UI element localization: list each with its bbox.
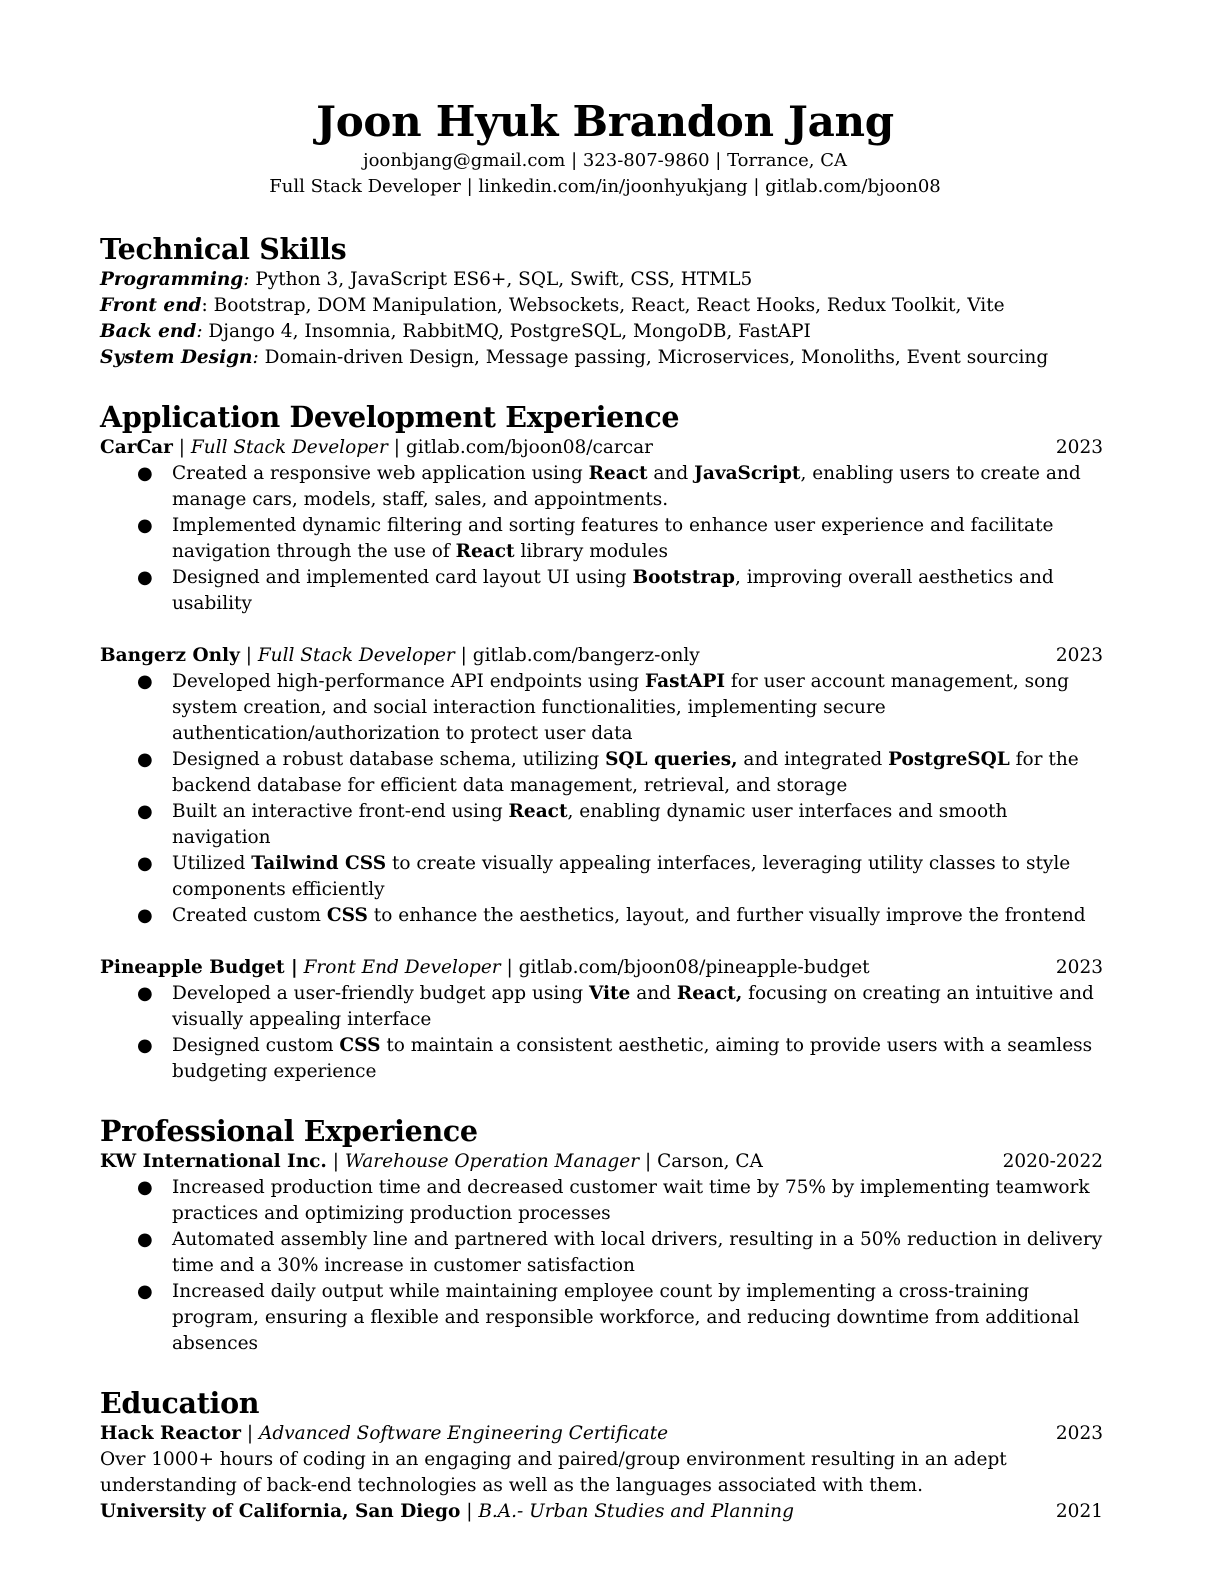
company-name: KW International Inc.: [100, 1151, 327, 1172]
project-name: Bangerz Only: [100, 645, 240, 666]
school-name: Hack Reactor: [100, 1423, 242, 1444]
program-name: B.A.- Urban Studies and Planning: [478, 1501, 794, 1522]
list-item: ● Implemented dynamic filtering and sorting features to enhance user experience and facilitate navigation through the use of React library modules: [137, 515, 1054, 562]
project-header: Pineapple Budget | Front End Developer | gitlab.com/bjoon08/pineapple-budget 2023: [100, 955, 1110, 981]
list-item: ● Designed and implemented card layout UI using Bootstrap, improving overall aesthetics and usability: [137, 567, 1054, 614]
list-item: ● Created custom CSS to enhance the aesthetics, layout, and further visually improve the frontend: [137, 905, 1086, 926]
list-item: ● Designed a robust database schema, utilizing SQL queries, and integrated PostgreSQL for the backend database for efficient data management, retrieval, and storage: [137, 749, 1079, 796]
program-name: Advanced Software Engineering Certificate: [259, 1423, 669, 1444]
job-location: Carson, CA: [657, 1151, 763, 1172]
project-name: Pineapple Budget |: [100, 957, 298, 978]
bullet-list: [100, 981, 1110, 1085]
skills-section: [100, 231, 1110, 371]
skill-row: System Design: Domain-driven Design, Message passing, Microservices, Monoliths, Event sourcing: [100, 347, 1049, 368]
list-item: ● Utilized Tailwind CSS to create visually appealing interfaces, leveraging utility classes to style components efficiently: [137, 853, 1071, 900]
list-item: ● Increased production time and decreased customer wait time by 75% by implementing teamwork practices and optimizing production processes: [137, 1177, 1090, 1224]
job-years: 2020-2022: [1002, 1151, 1103, 1172]
project-name: CarCar: [100, 437, 173, 458]
phone[interactable]: 323-807-9860: [582, 150, 710, 171]
gitlab-link[interactable]: gitlab.com/bjoon08: [765, 176, 941, 197]
section-heading: Technical Skills: [100, 232, 347, 266]
education-header: University of California, San Diego | B.A.- Urban Studies and Planning 2021: [100, 1499, 1110, 1525]
linkedin-link[interactable]: linkedin.com/in/joonhyukjang: [478, 176, 748, 197]
email[interactable]: joonbjang@gmail.com: [363, 150, 566, 171]
project-role: Front End Developer: [303, 957, 501, 978]
section-heading: Application Development Experience: [100, 400, 680, 434]
project-header: Bangerz Only | Full Stack Developer | gitlab.com/bangerz-only 2023: [100, 643, 1110, 669]
education-description: Over 1000+ hours of coding in an engaging and paired/group environment resulting in an adept understanding of back-end technologies as well as the languages associated with them.: [100, 1449, 1007, 1496]
contact-line-1: joonbjang@gmail.com | 323-807-9860 | Torrance, CA: [363, 150, 847, 171]
job-header: KW International Inc. | Warehouse Operation Manager | Carson, CA 2020-2022: [100, 1149, 1110, 1175]
project-role: Full Stack Developer: [257, 645, 455, 666]
list-item: ● Built an interactive front-end using React, enabling dynamic user interfaces and smooth navigation: [137, 801, 1008, 848]
bullet-list: [100, 669, 1110, 929]
list-item: ● Designed custom CSS to maintain a consistent aesthetic, aiming to provide users with a seamless budgeting experience: [137, 1035, 1093, 1082]
skill-row: Front end: Bootstrap, DOM Manipulation, Websockets, React, React Hooks, Redux Toolkit, Vite: [100, 295, 1005, 316]
list-item: ● Increased daily output while maintaining employee count by implementing a cross-training program, ensuring a flexible and responsible workforce, and reducing downtime from additional absences: [137, 1281, 1080, 1354]
project-header: CarCar | Full Stack Developer | gitlab.com/bjoon08/carcar 2023: [100, 435, 1110, 461]
project-year: 2023: [1055, 645, 1103, 666]
project-year: 2023: [1055, 437, 1103, 458]
education-year: 2023: [1055, 1423, 1103, 1444]
list-item: ● Created a responsive web application using React and JavaScript, enabling users to create and manage cars, models, staff, sales, and appointments.: [137, 463, 1081, 510]
section-heading: Professional Experience: [100, 1114, 478, 1148]
list-item: ● Automated assembly line and partnered with local drivers, resulting in a 50% reduction in delivery time and a 30% increase in customer satisfaction: [137, 1229, 1103, 1276]
list-item: ● Developed high-performance API endpoints using FastAPI for user account management, song system creation, and social interaction functionalities, implementing secure authentication/authorization to protect user data: [137, 671, 1070, 744]
school-name: University of California, San Diego: [100, 1501, 461, 1522]
resume-page: [100, 96, 1110, 1525]
list-item: ● Developed a user-friendly budget app using Vite and React, focusing on creating an intuitive and visually appealing interface: [137, 983, 1094, 1030]
project-link[interactable]: gitlab.com/bjoon08/carcar: [405, 437, 654, 458]
app-dev-section: [100, 399, 1110, 1085]
professional-section: [100, 1113, 1110, 1357]
location: Torrance, CA: [727, 150, 847, 171]
education-header: Hack Reactor | Advanced Software Engineering Certificate 2023: [100, 1421, 1110, 1447]
contact-line-2: Full Stack Developer | linkedin.com/in/joonhyukjang | gitlab.com/bjoon08: [269, 176, 941, 197]
bullet-list: [100, 1175, 1110, 1357]
job-role: Warehouse Operation Manager: [344, 1151, 640, 1172]
education-year: 2021: [1055, 1501, 1103, 1522]
project-link[interactable]: gitlab.com/bjoon08/pineapple-budget: [518, 957, 870, 978]
skill-row: Programming: Python 3, JavaScript ES6+, SQL, Swift, CSS, HTML5: [100, 269, 753, 290]
section-heading: Education: [100, 1386, 260, 1420]
job-title: Full Stack Developer: [269, 176, 461, 197]
project-year: 2023: [1055, 957, 1103, 978]
bullet-list: [100, 461, 1110, 617]
project-role: Full Stack Developer: [190, 437, 388, 458]
skill-row: Back end: Django 4, Insomnia, RabbitMQ, PostgreSQL, MongoDB, FastAPI: [100, 321, 811, 342]
education-section: [100, 1385, 1110, 1525]
candidate-name: Joon Hyuk Brandon Jang: [316, 97, 894, 146]
project-link[interactable]: gitlab.com/bangerz-only: [472, 645, 700, 666]
